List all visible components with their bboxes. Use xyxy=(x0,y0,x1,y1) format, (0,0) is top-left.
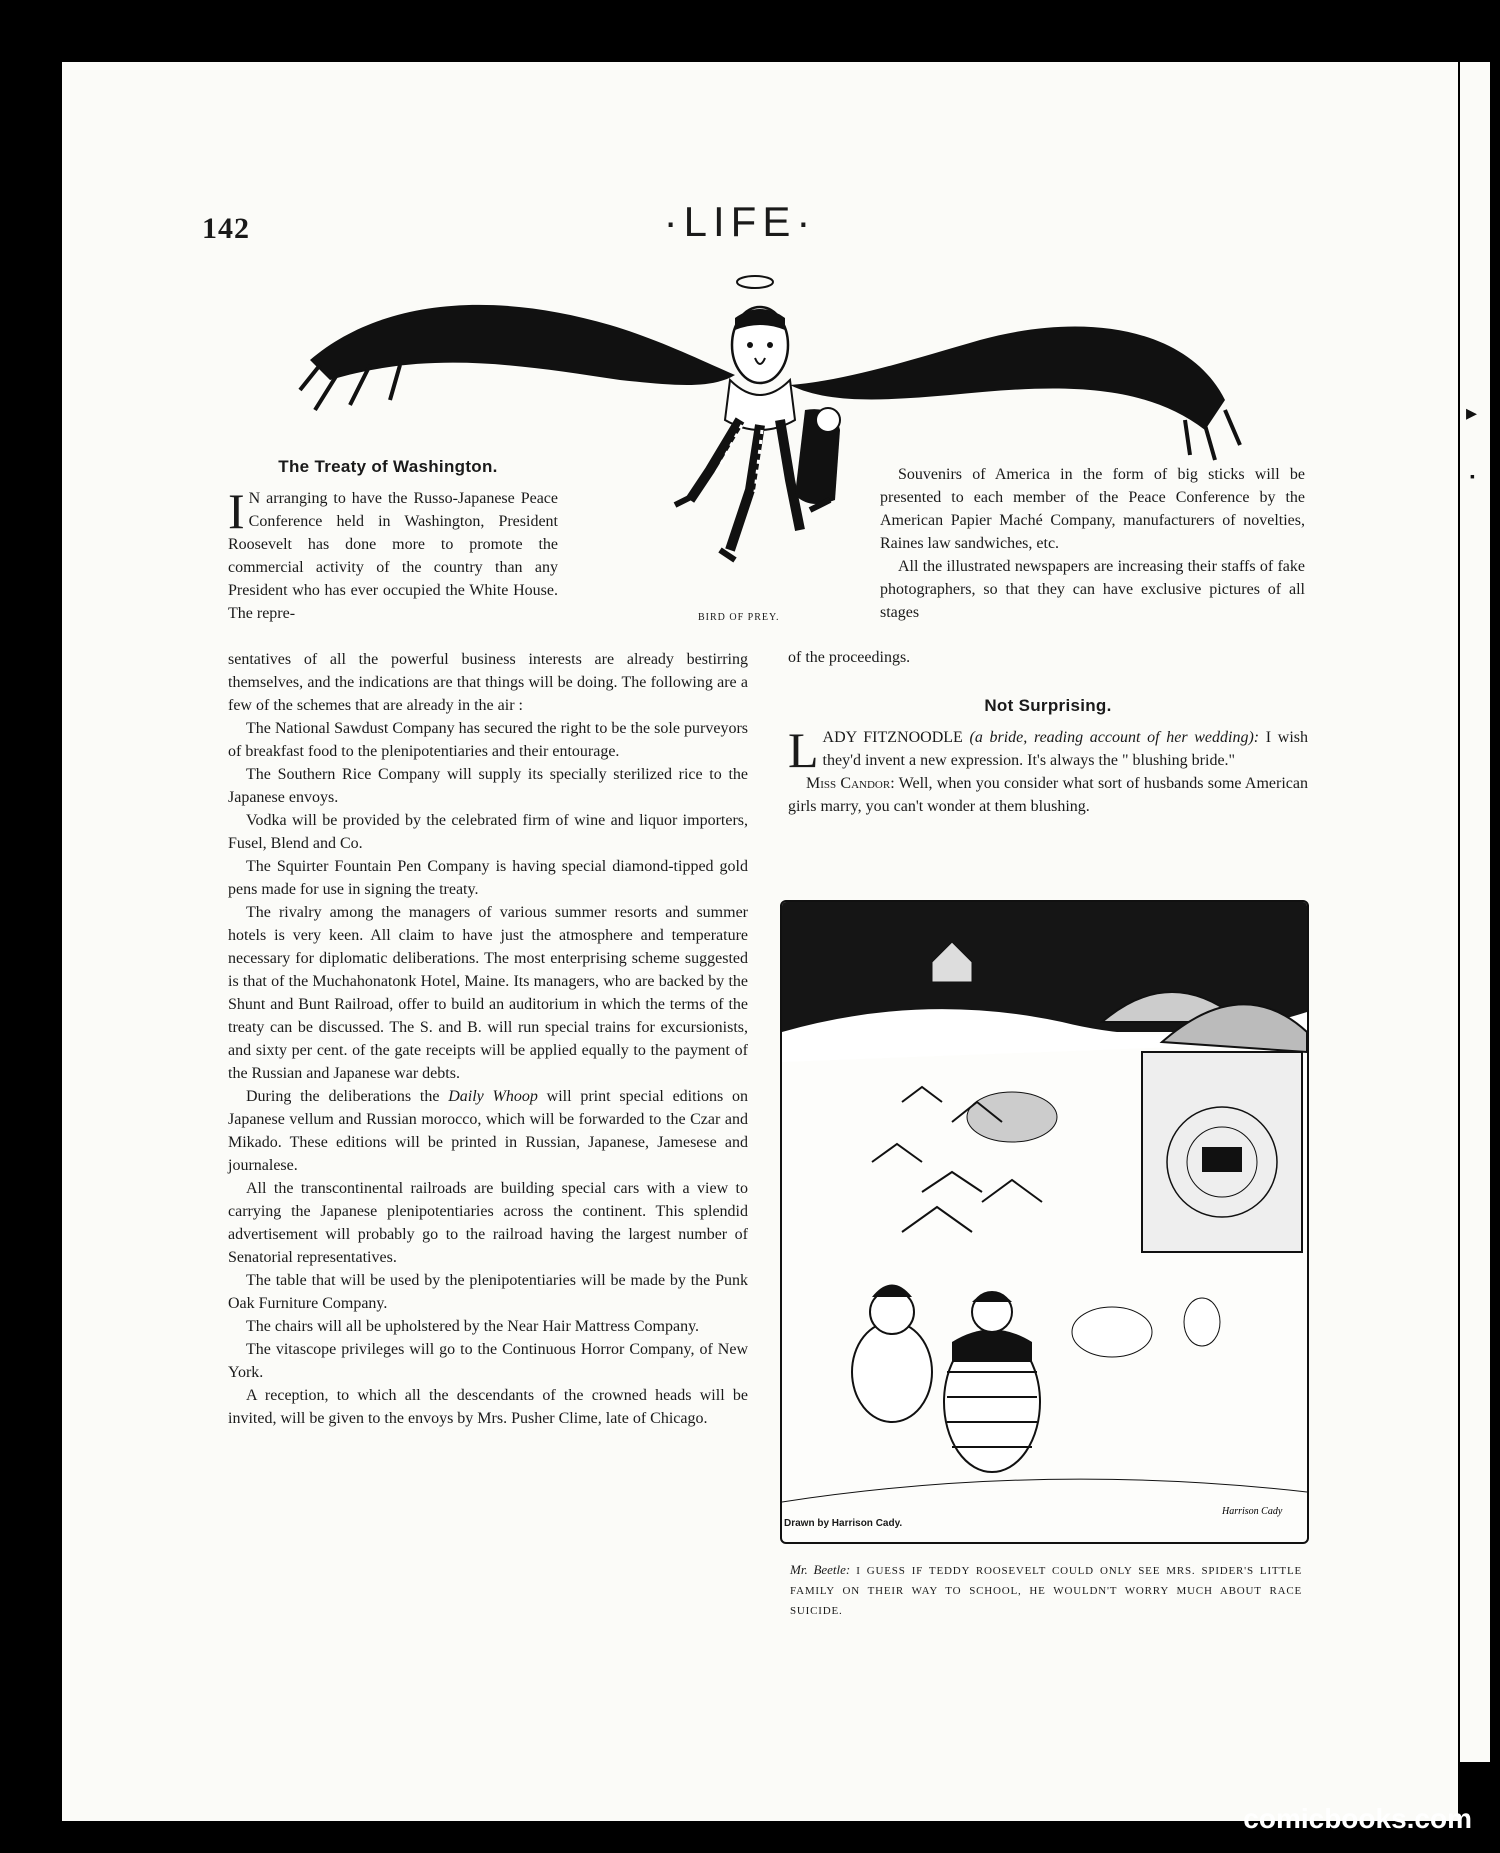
speaker-lady-fitznoodle: ADY FITZNOODLE xyxy=(822,729,963,746)
page-number: 142 xyxy=(202,212,250,245)
article1-paragraph: Vodka will be provided by the celebrated firm of wine and liquor importers, Fusel, Blend and Co. xyxy=(228,812,748,852)
spider-family-illustration xyxy=(780,900,1309,1544)
newspapers-paragraph-cont: of the proceedings. xyxy=(788,649,911,666)
masthead: ·LIFE· xyxy=(663,198,817,245)
edge-mark: ▪ xyxy=(1470,470,1475,485)
article1-paragraph-whoop xyxy=(228,1085,748,1177)
newspapers-paragraph: All the illustrated newspapers are increasing their staffs of fake photographers, so that they can have exclusive pictures of all stages xyxy=(880,558,1305,621)
dialogue-line: I wish they'd invent a new expression. It's always the " blushing bride." xyxy=(822,729,1309,769)
article1-paragraph: The chairs will all be upholstered by the Near Hair Mattress Company. xyxy=(246,1318,700,1335)
stage-direction: (a bride, reading account of her wedding): xyxy=(969,729,1260,746)
article-title-treaty: The Treaty of Washington. xyxy=(278,457,498,476)
article1-intro-cont: sentatives of all the powerful business interests are already bestirring themselves, and the indications are that things will be doing. The following are a few of the schemes that are already in the air : xyxy=(228,651,748,714)
illustration-caption xyxy=(790,1560,1302,1621)
dropcap-i: I xyxy=(228,483,245,539)
edge-arrow-icon: ▸ xyxy=(1466,400,1478,425)
article1-paragraph: The rivalry among the managers of various summer resorts and summer hotels is very keen. All claim to have just the atmosphere and temperature necessary for diplomatic deliberations. The most enterprising scheme suggested is that of the Muchahonatonk Hotel, Maine. Its managers, who are backed by the Shunt and Bunt Railroad, offer to build an auditorium in which the terms of the treaty can be discussed. The S. and B. will run special trains for excursionists, and sixty per cent. of the gate receipts will be applied equally to the payment of the Russian and Japanese war debts. xyxy=(228,904,748,1082)
daily-whoop-title: Daily Whoop xyxy=(448,1088,538,1105)
article-title-not-surprising: Not Surprising. xyxy=(984,696,1112,715)
bird-caption: BIRD OF PREY. xyxy=(698,612,780,623)
article1-paragraph: A reception, to which all the descendants of the crowned heads will be invited, will be given to the envoys by Mrs. Pusher Clime, late of Chicago. xyxy=(228,1387,748,1427)
caption-speaker: Mr. Beetle: xyxy=(790,1562,851,1577)
next-page-edge xyxy=(1460,62,1490,1762)
speaker-miss-candor: Miss Candor xyxy=(806,775,891,792)
article1-paragraph: The Southern Rice Company will supply its specially sterilized rice to the Japanese envoys. xyxy=(228,766,748,806)
right-column-cont xyxy=(788,646,1308,669)
article1-paragraph: The Squirter Fountain Pen Company is having special diamond-tipped gold pens made for use in signing the treaty. xyxy=(228,858,748,898)
article1-body xyxy=(228,648,748,1430)
article1-paragraph: The National Sawdust Company has secured the right to be the sole purveyors of breakfast food to the plenipotentiaries and their entourage. xyxy=(228,720,748,760)
artist-signature: Harrison Cady xyxy=(1222,1506,1283,1517)
article1-intro xyxy=(228,483,558,625)
right-column-intro xyxy=(880,463,1305,624)
article1-intro-text: N arranging to have the Russo-Japanese Peace Conference held in Washington, President Roosevelt has done more to promote the commercial activity of the country than any President who has ever occupied the White House. The repre- xyxy=(228,490,558,622)
whoop-text: will print special editions on Japanese vellum and Russian morocco, which will be forwarded to the Czar and Mikado. These editions will be printed in Russian, Japanese, Jamesese and journalese. xyxy=(228,1088,749,1174)
article2-body xyxy=(788,722,1309,818)
watermark: comicbooks.com xyxy=(1243,1803,1472,1834)
illustration-credit: Drawn by Harrison Cady. xyxy=(784,1518,903,1529)
whoop-text: During the deliberations the xyxy=(246,1088,449,1105)
dropcap-l: L xyxy=(788,722,819,778)
caption-text: I GUESS IF TEDDY ROOSEVELT COULD ONLY SEE MRS. SPIDER'S LITTLE FAMILY ON THEIR WAY TO SCHOOL, HE WOULDN'T WORRY MUCH ABOUT RACE SUICIDE. xyxy=(790,1565,1302,1617)
article1-paragraph: The vitascope privileges will go to the Continuous Horror Company, of New York. xyxy=(228,1341,748,1381)
article1-paragraph: The table that will be used by the plenipotentiaries will be made by the Punk Oak Furniture Company. xyxy=(228,1272,748,1312)
dialogue-line: : Well, when you consider what sort of husbands some American girls marry, you can't wonder at them blushing. xyxy=(788,775,1308,815)
souvenirs-paragraph: Souvenirs of America in the form of big sticks will be presented to each member of the Peace Conference by the American Papier Maché Company, manufacturers of novelties, Raines law sandwiches, etc. xyxy=(880,466,1305,552)
article1-paragraph: All the transcontinental railroads are building special cars with a view to carrying the Japanese plenipotentiaries across the continent. This splendid advertisement will probably go to the railroad having the largest number of Senatorial representatives. xyxy=(228,1180,748,1266)
illustration-drawing xyxy=(782,902,1307,1542)
